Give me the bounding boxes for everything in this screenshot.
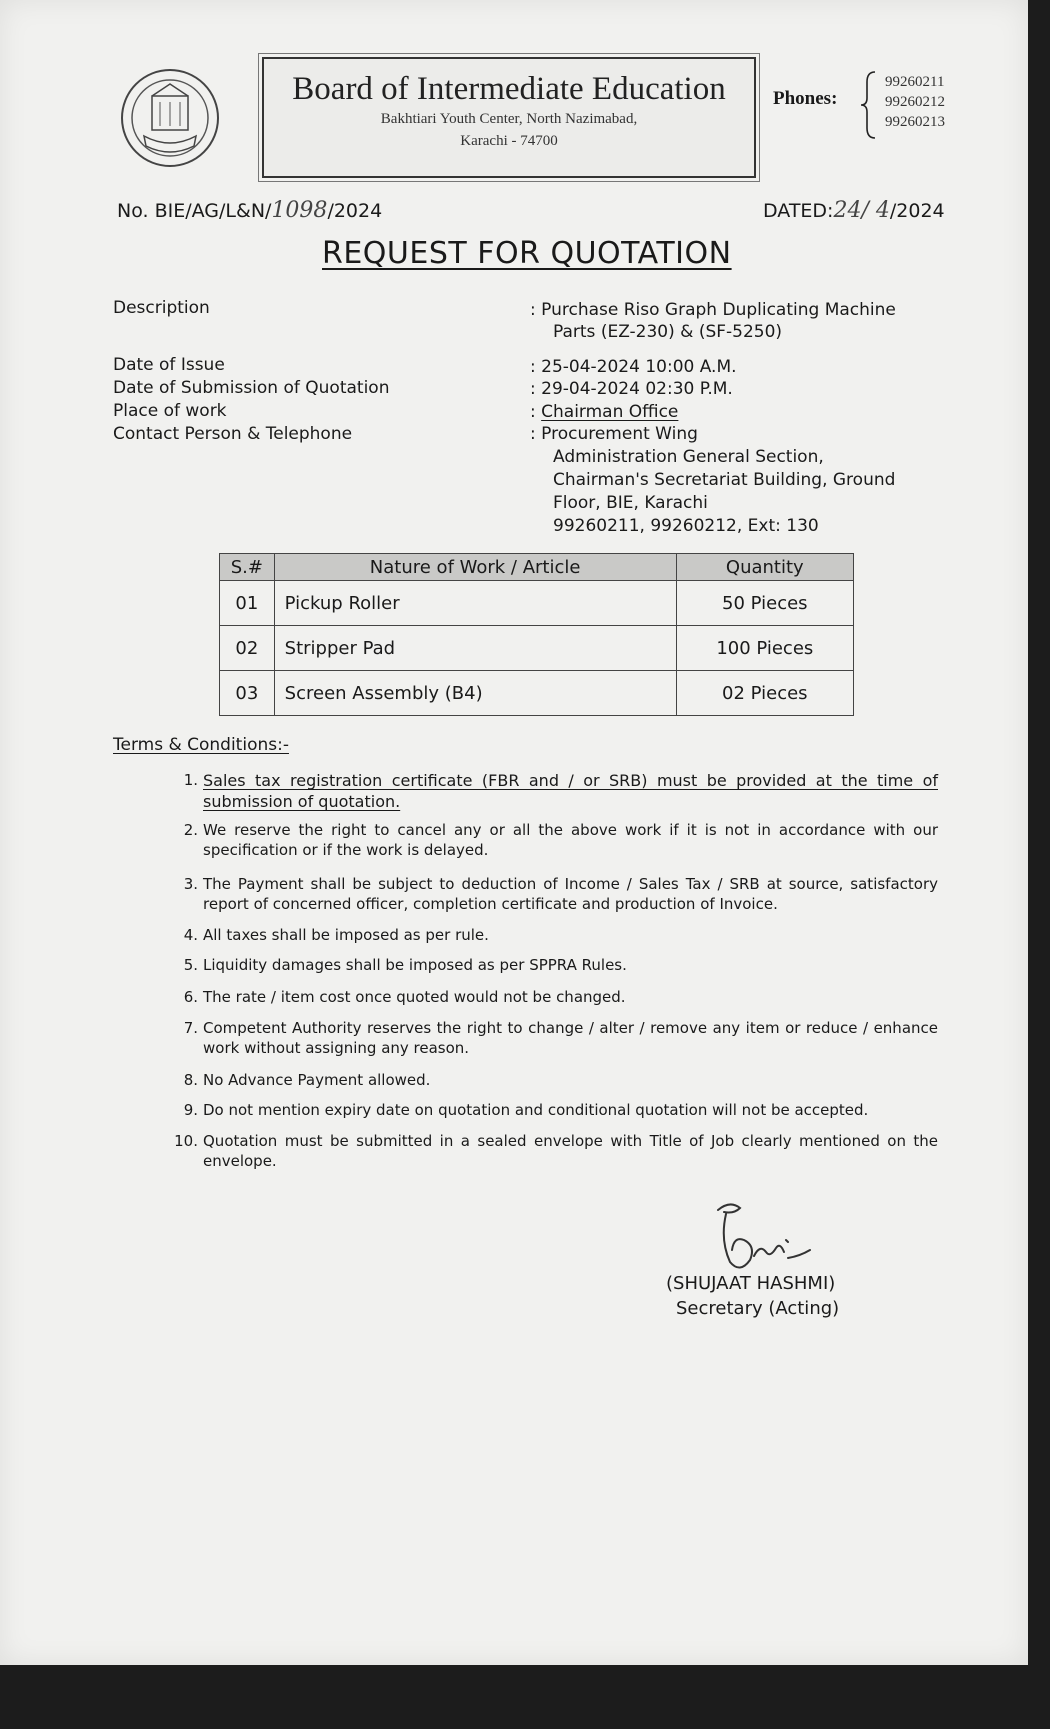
- term-text: Competent Authority reserves the right to change / alter / remove any item or reduce / enhance work without assigning any reason.: [203, 1019, 938, 1057]
- table-row: [220, 626, 854, 671]
- description-value: : Purchase Riso Graph Duplicating Machine: [530, 300, 896, 320]
- signatory-name: (SHUJAAT HASHMI): [666, 1273, 836, 1294]
- org-address-line2: Karachi - 74700: [460, 133, 558, 149]
- term-number: 7.: [183, 1019, 198, 1037]
- term-text: The Payment shall be subject to deduction of Income / Sales Tax / SRB at source, satisfactory report of concerned officer, completion certificate and production of Invoice.: [203, 875, 938, 913]
- term-text: The rate / item cost once quoted would not be changed.: [203, 988, 626, 1006]
- letterhead-box: [262, 57, 756, 178]
- ref-suffix: /2024: [327, 200, 383, 222]
- cell-sn: 01: [220, 581, 275, 626]
- items-table: [219, 553, 854, 716]
- term-number: 3.: [183, 875, 198, 893]
- board-seal-logo: [118, 66, 222, 170]
- cell-quantity: 100 Pieces: [676, 626, 853, 671]
- phones-block: [773, 70, 973, 140]
- dated-label: DATED:: [763, 200, 834, 222]
- dated-day: 24: [833, 198, 862, 223]
- phone-list: [885, 72, 945, 132]
- contact-label: Contact Person & Telephone: [113, 424, 353, 444]
- header-sn: S.#: [220, 554, 275, 581]
- term-number: 5.: [183, 956, 198, 974]
- cell-sn: 03: [220, 671, 275, 716]
- cell-quantity: 02 Pieces: [676, 671, 853, 716]
- contact-line4: Floor, BIE, Karachi: [553, 493, 708, 513]
- submission-date-value: : 29-04-2024 02:30 P.M.: [530, 379, 733, 399]
- submission-date-label: Date of Submission of Quotation: [113, 378, 390, 398]
- curly-brace-icon: [859, 70, 879, 140]
- place-value-row: : Chairman Office: [530, 402, 679, 422]
- issue-date-value: : 25-04-2024 10:00 A.M.: [530, 357, 737, 377]
- org-name: Board of Intermediate Education: [292, 71, 726, 107]
- contact-line2: Administration General Section,: [553, 447, 824, 467]
- document-title: REQUEST FOR QUOTATION: [322, 236, 732, 271]
- place-label: Place of work: [113, 401, 227, 421]
- cell-sn: 02: [220, 626, 275, 671]
- term-text: Do not mention expiry date on quotation and conditional quotation will not be accepted.: [203, 1101, 869, 1119]
- term-text: Liquidity damages shall be imposed as per SPPRA Rules.: [203, 956, 627, 974]
- place-value: Chairman Office: [541, 402, 679, 422]
- contact-value: Procurement Wing: [541, 424, 698, 444]
- table-row: [220, 581, 854, 626]
- term-number: 9.: [183, 1101, 198, 1119]
- contact-value-row: : Procurement Wing: [530, 424, 698, 444]
- date-line: DATED:24/ 4/2024: [763, 198, 945, 223]
- header-quantity: Quantity: [676, 554, 853, 581]
- term-text: Quotation must be submitted in a sealed envelope with Title of Job clearly mentioned on the envelope.: [203, 1132, 938, 1170]
- cell-article: Screen Assembly (B4): [274, 671, 676, 716]
- phones-label: Phones:: [773, 88, 838, 109]
- term-text: No Advance Payment allowed.: [203, 1071, 431, 1089]
- reference-number: [117, 198, 382, 223]
- description-value-line2: Parts (EZ-230) & (SF-5250): [553, 322, 783, 342]
- term-number: 6.: [183, 988, 198, 1006]
- header-article: Nature of Work / Article: [274, 554, 676, 581]
- cell-article: Stripper Pad: [274, 626, 676, 671]
- dated-year: /2024: [889, 200, 945, 222]
- phone-number: 99260213: [885, 114, 945, 130]
- ref-handwritten-number: 1098: [271, 198, 328, 223]
- handwritten-signature: [700, 1200, 820, 1280]
- contact-line3: Chairman's Secretariat Building, Ground: [553, 470, 896, 490]
- term-number: 1.: [183, 771, 198, 789]
- signatory-title: Secretary (Acting): [676, 1298, 840, 1319]
- dated-month: 4: [875, 198, 890, 223]
- terms-heading: Terms & Conditions:-: [113, 735, 289, 755]
- issue-date-label: Date of Issue: [113, 355, 225, 375]
- cell-quantity: 50 Pieces: [676, 581, 853, 626]
- table-header-row: [220, 554, 854, 581]
- ref-prefix: No. BIE/AG/L&N/: [117, 200, 272, 222]
- term-number: 4.: [183, 926, 198, 944]
- phone-number: 99260211: [885, 74, 945, 90]
- term-text: We reserve the right to cancel any or all the above work if it is not in accordance with our specification or if the work is delayed.: [203, 821, 938, 859]
- org-address-line1: Bakhtiari Youth Center, North Nazimabad,: [380, 111, 638, 127]
- term-number: 8.: [183, 1071, 198, 1089]
- term-number: 2.: [183, 821, 198, 839]
- cell-article: Pickup Roller: [274, 581, 676, 626]
- term-number: 10.: [174, 1132, 198, 1150]
- contact-line5: 99260211, 99260212, Ext: 130: [553, 516, 819, 536]
- table-row: [220, 671, 854, 716]
- term-text: All taxes shall be imposed as per rule.: [203, 926, 489, 944]
- description-label: Description: [113, 298, 210, 318]
- term-text: Sales tax registration certificate (FBR and / or SRB) must be provided at the time of submission of quotation.: [203, 771, 938, 811]
- phone-number: 99260212: [885, 94, 945, 110]
